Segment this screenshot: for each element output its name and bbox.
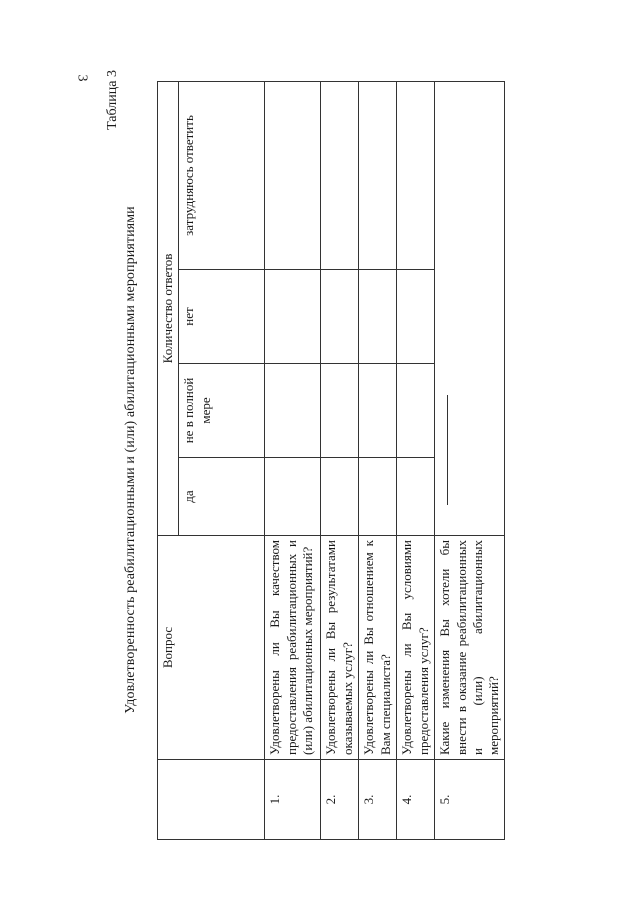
separator-line — [447, 395, 448, 505]
header-undecided: затрудняюсь ответить — [179, 81, 265, 269]
answer-cell-yes — [265, 458, 321, 536]
answer-cell-undecided — [321, 81, 359, 269]
page-number: 3 — [74, 74, 90, 82]
table-label: Таблица 3 — [105, 70, 120, 130]
answer-cell-partly — [265, 364, 321, 458]
row-number: 1. — [265, 760, 321, 840]
answer-cell-no — [397, 270, 435, 364]
answer-cell-undecided — [265, 81, 321, 269]
row-question: Удовлетворены ли Вы качеством предоставления реабилитационных и (или) абилитационных мероприятий? — [265, 536, 321, 760]
table-title: Удовлетворенность реабилитационными и (или) абилитационными мероприятиями — [123, 206, 138, 714]
header-number — [158, 760, 265, 840]
table-row — [359, 81, 397, 839]
table-row — [321, 81, 359, 839]
answer-cell-yes — [321, 458, 359, 536]
survey-table — [157, 81, 505, 840]
answer-cell-yes — [359, 458, 397, 536]
answer-cell-undecided — [397, 81, 435, 269]
row-question: Удовлетворены ли Вы отношением к Вам специалиста? — [359, 536, 397, 760]
row-question: Удовлетворены ли Вы условиями предоставления услуг? — [397, 536, 435, 760]
row-number: 3. — [359, 760, 397, 840]
table-row — [435, 81, 505, 839]
row-number: 2. — [321, 760, 359, 840]
answer-cell-partly — [359, 364, 397, 458]
answer-cell-partly — [321, 364, 359, 458]
answer-cell-partly — [397, 364, 435, 458]
answer-cell-no — [265, 270, 321, 364]
row-number: 4. — [397, 760, 435, 840]
header-question: Вопрос — [158, 536, 265, 760]
row-question: Какие изменения Вы хотели бы внести в оказание реабилитационных и (или) абилитационных мероприятий? — [435, 536, 505, 760]
table-row — [397, 81, 435, 839]
answer-cell-no — [359, 270, 397, 364]
answer-cell-undecided — [359, 81, 397, 269]
header-partly: не в полной мере — [179, 364, 265, 458]
row-number: 5. — [435, 760, 505, 840]
header-no: нет — [179, 270, 265, 364]
row-question: Удовлетворены ли Вы результатами оказываемых услуг? — [321, 536, 359, 760]
answer-cell-merged — [435, 81, 505, 535]
answer-cell-yes — [397, 458, 435, 536]
rotated-page-content — [85, 70, 555, 840]
header-yes: да — [179, 458, 265, 536]
answer-cell-no — [321, 270, 359, 364]
header-answers-group: Количество ответов — [158, 81, 179, 535]
table-row — [265, 81, 321, 839]
